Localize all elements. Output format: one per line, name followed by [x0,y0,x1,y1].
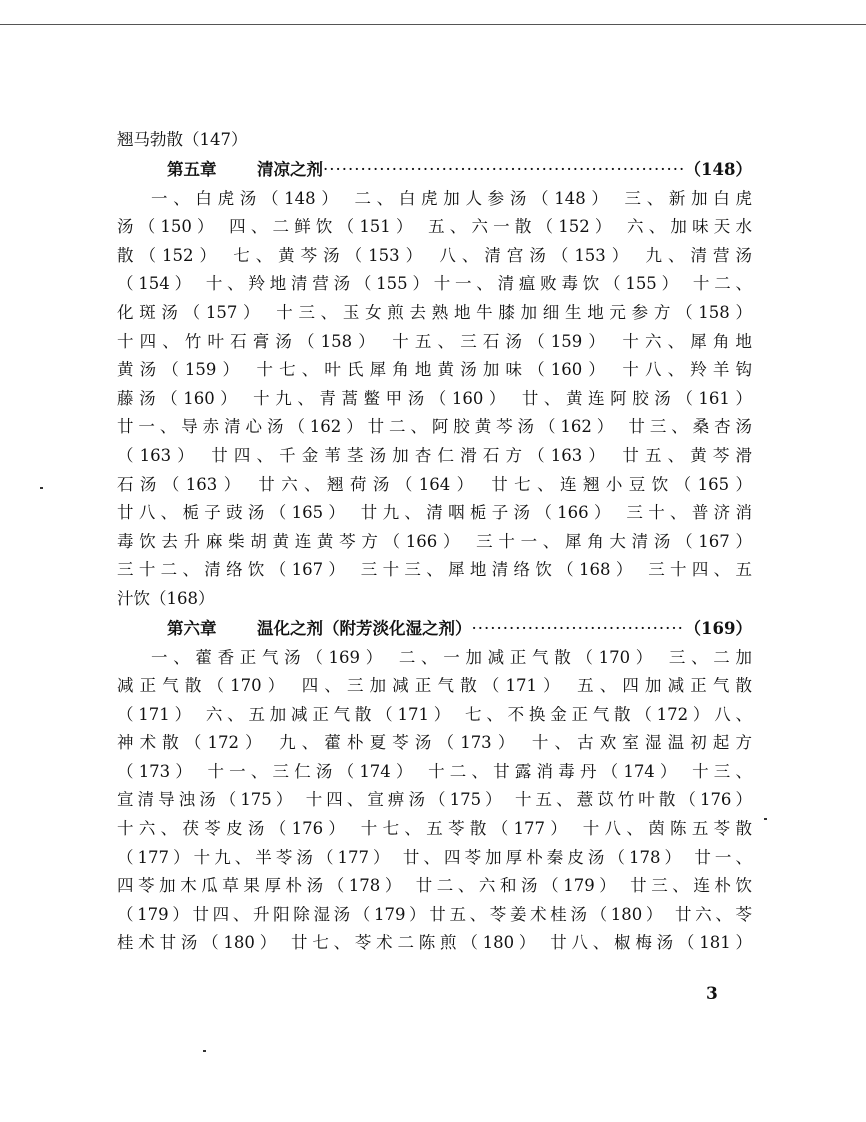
toc-entry-line: （171） 六、五加减正气散（171） 七、不换金正气散（172）八、 [117,704,752,724]
toc-entry-line: 宣清导浊汤（175） 十四、宣痹汤（175） 十五、薏苡竹叶散（176） [117,790,752,810]
chapter-title: 清凉之剂 [257,159,323,179]
toc-entry-line: 汤（150） 四、二鲜饮（151） 五、六一散（152） 六、加味天水 [117,217,752,237]
table-of-contents [117,126,752,958]
chapter-label: 第六章 [167,618,217,638]
toc-entry-line: 廿一、导赤清心汤（162）廿二、阿胶黄芩汤（162） 廿三、桑杏汤 [117,417,752,437]
leader-dots [323,155,685,185]
page-top-border [0,24,866,25]
scan-speck [40,487,43,489]
toc-entry-line: （163） 廿四、千金苇茎汤加杏仁滑石方（163） 廿五、黄芩滑 [117,445,752,465]
toc-entry-line: （173） 十一、三仁汤（174） 十二、甘露消毒丹（174） 十三、 [117,761,752,781]
toc-entry-line: 散（152） 七、黄芩汤（153） 八、清宫汤（153） 九、清营汤 [117,245,752,265]
toc-continuation-line: 翘马勃散（147） [117,130,248,149]
toc-entry-line: 化斑汤（157） 十三、玉女煎去熟地牛膝加细生地元参方（158） [117,302,752,322]
chapter-page: （148） [684,159,752,179]
chapter-6-entries [117,644,752,959]
toc-entry-line: 石汤（163） 廿六、翘荷汤（164） 廿七、连翘小豆饮（165） [117,474,752,494]
toc-entry-line: 毒饮去升麻柴胡黄连黄芩方（166） 三十一、犀角大清汤（167） [117,531,752,551]
toc-entry-line: 减正气散（170） 四、三加减正气散（171） 五、四加减正气散 [117,676,752,696]
toc-entry-line: 一、藿香正气汤（169） 二、一加减正气散（170） 三、二加 [151,647,752,667]
toc-entry-line: （154） 十、羚地清营汤（155）十一、清瘟败毒饮（155） 十二、 [117,274,752,294]
page-number: 3 [706,984,718,1004]
toc-entry-line: 一、白虎汤（148） 二、白虎加人参汤（148） 三、新加白虎 [151,188,752,208]
chapter-title: 温化之剂（附芳淡化湿之剂） [257,618,472,638]
chapter-heading-6 [117,614,752,644]
toc-entry-line: 三十二、清络饮（167） 三十三、犀地清络饮（168） 三十四、五 [117,560,752,580]
chapter-label: 第五章 [167,159,217,179]
toc-entry-line: （177）十九、半苓汤（177） 廿、四苓加厚朴秦皮汤（178） 廿一、 [117,847,752,867]
toc-entry-line: 十四、竹叶石膏汤（158） 十五、三石汤（159） 十六、犀角地 [117,331,752,351]
toc-entry-line: 四苓加木瓜草果厚朴汤（178） 廿二、六和汤（179） 廿三、连朴饮 [117,876,752,896]
leader-dots [472,614,685,644]
toc-entry-line: 藤汤（160） 十九、青蒿鳖甲汤（160） 廿、黄连阿胶汤（161） [117,388,752,408]
toc-entry-line: （179）廿四、升阳除湿汤（179）廿五、苓姜术桂汤（180） 廿六、苓 [117,904,752,924]
scan-speck [203,1050,206,1052]
toc-entry-line: 汁饮（168） [117,588,215,608]
chapter-page: （169） [684,618,752,638]
toc-entry-line: 十六、茯苓皮汤（176） 十七、五苓散（177） 十八、茵陈五苓散 [117,819,752,839]
toc-entry-line: 神术散（172） 九、藿朴夏苓汤（173） 十、古欢室湿温初起方 [117,733,752,753]
chapter-heading-5 [117,155,752,185]
chapter-5-entries [117,185,752,614]
scan-speck [764,818,767,820]
toc-entry-line: 黄汤（159） 十七、叶氏犀角地黄汤加味（160） 十八、羚羊钩 [117,360,752,380]
toc-entry-line: 桂术甘汤（180） 廿七、苓术二陈煎（180） 廿八、椒梅汤（181） [117,933,752,953]
toc-entry-line: 廿八、栀子豉汤（165） 廿九、清咽栀子汤（166） 三十、普济消 [117,503,752,523]
